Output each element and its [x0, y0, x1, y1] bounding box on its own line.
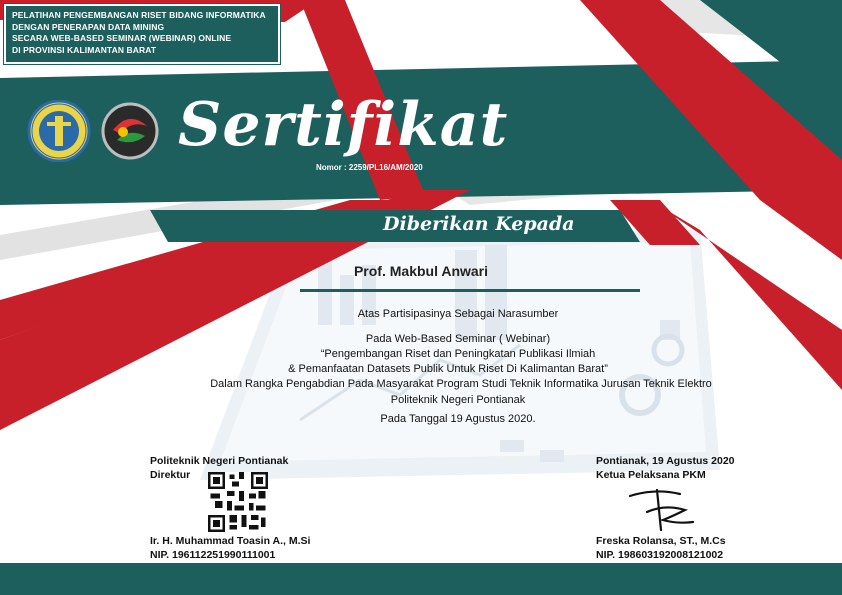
left-signer-nip: NIP. 196112251990111001 — [150, 549, 276, 561]
department-logo — [101, 100, 159, 162]
body-line-3: “Pengembangan Riset dan Peningkatan Publikasi Ilmiah — [320, 348, 596, 360]
body-line-7: Pada Tanggal 19 Agustus 2020. — [380, 413, 536, 425]
recipient-name: Prof. Makbul Anwari — [353, 263, 489, 279]
body-line-2: Pada Web-Based Seminar ( Webinar) — [365, 333, 551, 345]
certificate-title: Sertifikat — [178, 90, 509, 160]
right-role: Ketua Pelaksana PKM — [596, 469, 706, 481]
recipient-underline — [300, 289, 640, 292]
qr-code-icon — [208, 472, 268, 532]
left-role: Direktur — [150, 469, 191, 481]
body-line-1: Atas Partisipasinya Sebagai Narasumber — [357, 308, 559, 320]
body-line-6: Politeknik Negeri Pontianak — [390, 394, 526, 406]
body-line-4: & Pemanfaatan Datasets Publik Untuk Riset Di Kalimantan Barat” — [288, 363, 608, 375]
given-to-heading: Diberikan Kepada — [383, 213, 575, 235]
header-line-3: SECARA WEB-BASED SEMINAR (WEBINAR) ONLINE — [12, 33, 232, 43]
header-line-2: DENGAN PENERAPAN DATA MINING — [12, 21, 165, 32]
certificate-number: Nomor : 2259/PL16/AM/2020 — [316, 163, 423, 172]
left-signer-name: Ir. H. Muhammad Toasin A., M.Si — [150, 535, 311, 547]
left-institution: Politeknik Negeri Pontianak — [150, 455, 289, 467]
header-line-1: PELATIHAN PENGEMBANGAN RISET BIDANG INFORMATIKA — [12, 10, 266, 20]
polnep-logo — [25, 100, 93, 162]
right-signer-nip: NIP. 198603192008121002 — [596, 549, 724, 561]
header-line-4: DI PROVINSI KALIMANTAN BARAT — [12, 44, 157, 55]
right-signer-name: Freska Rolansa, ST., M.Cs — [596, 535, 726, 547]
event-header-box — [4, 4, 280, 64]
handwritten-signature — [625, 482, 700, 537]
footer-band — [0, 563, 842, 595]
right-place-date: Pontianak, 19 Agustus 2020 — [596, 455, 735, 467]
body-line-5: Dalam Rangka Pengabdian Pada Masyarakat Program Studi Teknik Informatika Jurusan Teknik Elektro — [210, 378, 712, 390]
